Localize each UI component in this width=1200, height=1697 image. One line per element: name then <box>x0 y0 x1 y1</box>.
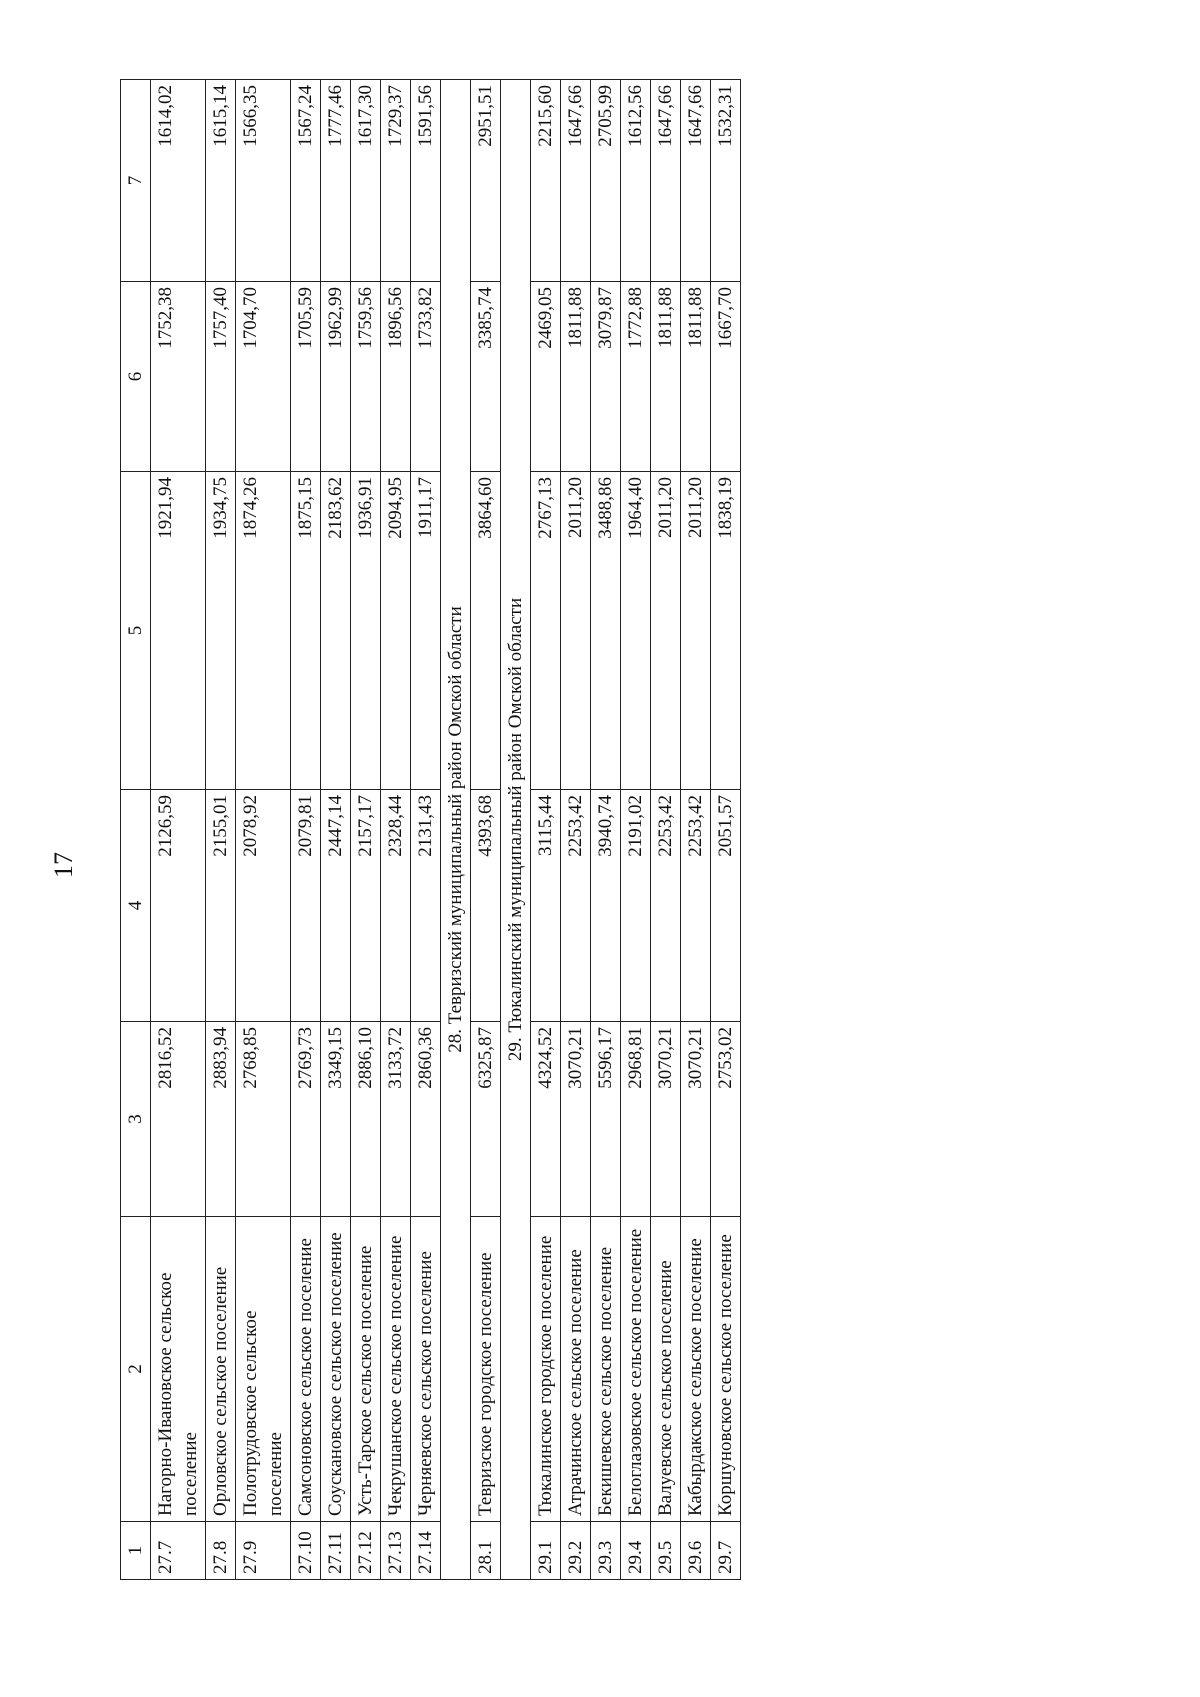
value-col-6: 1962,99 <box>321 282 351 472</box>
row-number: 27.14 <box>411 1522 441 1580</box>
value-col-4: 2447,14 <box>321 790 351 1022</box>
row-number: 27.9 <box>236 1522 291 1580</box>
value-col-7: 1647,66 <box>681 80 711 282</box>
value-col-5: 2011,20 <box>561 472 591 790</box>
value-col-5: 2767,13 <box>531 472 561 790</box>
value-col-6: 1759,56 <box>351 282 381 472</box>
value-col-7: 1777,46 <box>321 80 351 282</box>
value-col-4: 2157,17 <box>351 790 381 1022</box>
value-col-6: 2469,05 <box>531 282 561 472</box>
value-col-7: 1615,14 <box>206 80 236 282</box>
value-col-7: 2951,51 <box>471 80 501 282</box>
value-col-6: 3079,87 <box>591 282 621 472</box>
settlement-name: Атрачинское сельское поселение <box>561 1217 591 1522</box>
settlement-name: Тюкалинское городское поселение <box>531 1217 561 1522</box>
value-col-3: 2769,73 <box>291 1022 321 1217</box>
table-row <box>351 80 381 1580</box>
value-col-3: 2816,52 <box>151 1022 206 1217</box>
value-col-7: 2705,99 <box>591 80 621 282</box>
value-col-5: 2094,95 <box>381 472 411 790</box>
value-col-6: 1752,38 <box>151 282 206 472</box>
page-number: 17 <box>49 852 78 878</box>
table-row <box>591 80 621 1580</box>
value-col-4: 2079,81 <box>291 790 321 1022</box>
settlement-name: Кабырдакское сельское поселение <box>681 1217 711 1522</box>
value-col-4: 2051,57 <box>711 790 741 1022</box>
section-title: 28. Тевризский муниципальный район Омской области <box>441 80 471 1580</box>
value-col-6: 1811,88 <box>561 282 591 472</box>
value-col-3: 4324,52 <box>531 1022 561 1217</box>
value-col-3: 2886,10 <box>351 1022 381 1217</box>
value-col-6: 1667,70 <box>711 282 741 472</box>
value-col-6: 1757,40 <box>206 282 236 472</box>
table-row <box>561 80 591 1580</box>
value-col-5: 2011,20 <box>651 472 681 790</box>
value-col-4: 2253,42 <box>651 790 681 1022</box>
value-col-4: 4393,68 <box>471 790 501 1022</box>
value-col-7: 2215,60 <box>531 80 561 282</box>
settlement-name: Тевризское городское поселение <box>471 1217 501 1522</box>
value-col-4: 2191,02 <box>621 790 651 1022</box>
value-col-3: 3349,15 <box>321 1022 351 1217</box>
row-number: 29.4 <box>621 1522 651 1580</box>
table-row <box>651 80 681 1580</box>
row-number: 28.1 <box>471 1522 501 1580</box>
column-header-5: 5 <box>121 472 151 790</box>
row-number: 29.1 <box>531 1522 561 1580</box>
rotated-sheet <box>120 80 1080 1580</box>
value-col-4: 2155,01 <box>206 790 236 1022</box>
section-row <box>441 80 471 1580</box>
value-col-4: 2126,59 <box>151 790 206 1022</box>
row-number: 27.10 <box>291 1522 321 1580</box>
tariff-table <box>120 79 741 1580</box>
value-col-3: 6325,87 <box>471 1022 501 1217</box>
value-col-3: 2860,36 <box>411 1022 441 1217</box>
row-number: 29.7 <box>711 1522 741 1580</box>
value-col-7: 1566,35 <box>236 80 291 282</box>
table-row <box>291 80 321 1580</box>
value-col-5: 2183,62 <box>321 472 351 790</box>
value-col-4: 3940,74 <box>591 790 621 1022</box>
row-number: 29.2 <box>561 1522 591 1580</box>
value-col-3: 3070,21 <box>561 1022 591 1217</box>
value-col-6: 1811,88 <box>681 282 711 472</box>
row-number: 27.12 <box>351 1522 381 1580</box>
settlement-name: Черняевское сельское поселение <box>411 1217 441 1522</box>
value-col-6: 1705,59 <box>291 282 321 472</box>
value-col-4: 2328,44 <box>381 790 411 1022</box>
value-col-5: 1934,75 <box>206 472 236 790</box>
value-col-5: 1936,91 <box>351 472 381 790</box>
row-number: 27.7 <box>151 1522 206 1580</box>
settlement-name: Валуевское сельское поселение <box>651 1217 681 1522</box>
rotated-content <box>120 80 1080 1580</box>
value-col-4: 2253,42 <box>561 790 591 1022</box>
value-col-4: 2131,43 <box>411 790 441 1022</box>
table-row <box>621 80 651 1580</box>
value-col-5: 1911,17 <box>411 472 441 790</box>
column-header-7: 7 <box>121 80 151 282</box>
value-col-7: 1729,37 <box>381 80 411 282</box>
section-row <box>501 80 531 1580</box>
value-col-5: 1874,26 <box>236 472 291 790</box>
header-row <box>121 80 151 1580</box>
table-body <box>151 80 741 1580</box>
value-col-3: 3070,21 <box>651 1022 681 1217</box>
row-number: 29.6 <box>681 1522 711 1580</box>
table-row <box>151 80 206 1580</box>
value-col-7: 1647,66 <box>561 80 591 282</box>
value-col-3: 5596,17 <box>591 1022 621 1217</box>
table-row <box>206 80 236 1580</box>
table-header <box>121 80 151 1580</box>
column-header-1: 1 <box>121 1522 151 1580</box>
row-number: 27.8 <box>206 1522 236 1580</box>
table-row <box>471 80 501 1580</box>
value-col-7: 1614,02 <box>151 80 206 282</box>
value-col-7: 1532,31 <box>711 80 741 282</box>
value-col-5: 3488,86 <box>591 472 621 790</box>
row-number: 27.13 <box>381 1522 411 1580</box>
value-col-6: 3385,74 <box>471 282 501 472</box>
row-number: 29.3 <box>591 1522 621 1580</box>
value-col-3: 3133,72 <box>381 1022 411 1217</box>
value-col-3: 2968,81 <box>621 1022 651 1217</box>
table-row <box>321 80 351 1580</box>
settlement-name: Орловское сельское поселение <box>206 1217 236 1522</box>
table-row <box>711 80 741 1580</box>
value-col-3: 2883,94 <box>206 1022 236 1217</box>
settlement-name: Нагорно-Ивановское сельское поселение <box>151 1217 206 1522</box>
value-col-7: 1612,56 <box>621 80 651 282</box>
value-col-5: 2011,20 <box>681 472 711 790</box>
settlement-name: Коршуновское сельское поселение <box>711 1217 741 1522</box>
value-col-7: 1617,30 <box>351 80 381 282</box>
value-col-4: 2253,42 <box>681 790 711 1022</box>
column-header-3: 3 <box>121 1022 151 1217</box>
value-col-4: 3115,44 <box>531 790 561 1022</box>
column-header-2: 2 <box>121 1217 151 1522</box>
value-col-6: 1811,88 <box>651 282 681 472</box>
table-row <box>531 80 561 1580</box>
value-col-6: 1772,88 <box>621 282 651 472</box>
table-row <box>236 80 291 1580</box>
value-col-5: 3864,60 <box>471 472 501 790</box>
section-title: 29. Тюкалинский муниципальный район Омской области <box>501 80 531 1580</box>
settlement-name: Чекрушанское сельское поселение <box>381 1217 411 1522</box>
value-col-7: 1591,56 <box>411 80 441 282</box>
column-header-4: 4 <box>121 790 151 1022</box>
value-col-7: 1567,24 <box>291 80 321 282</box>
table-row <box>381 80 411 1580</box>
settlement-name: Белоглазовское сельское поселение <box>621 1217 651 1522</box>
value-col-5: 1875,15 <box>291 472 321 790</box>
table-row <box>411 80 441 1580</box>
value-col-5: 1964,40 <box>621 472 651 790</box>
settlement-name: Соускановское сельское поселение <box>321 1217 351 1522</box>
row-number: 27.11 <box>321 1522 351 1580</box>
value-col-3: 2768,85 <box>236 1022 291 1217</box>
settlement-name: Полотрудовское сельское поселение <box>236 1217 291 1522</box>
value-col-7: 1647,66 <box>651 80 681 282</box>
table-row <box>681 80 711 1580</box>
row-number: 29.5 <box>651 1522 681 1580</box>
column-header-6: 6 <box>121 282 151 472</box>
value-col-5: 1921,94 <box>151 472 206 790</box>
settlement-name: Самсоновское сельское поселение <box>291 1217 321 1522</box>
value-col-5: 1838,19 <box>711 472 741 790</box>
value-col-3: 2753,02 <box>711 1022 741 1217</box>
value-col-6: 1704,70 <box>236 282 291 472</box>
value-col-3: 3070,21 <box>681 1022 711 1217</box>
settlement-name: Усть-Тарское сельское поселение <box>351 1217 381 1522</box>
value-col-6: 1733,82 <box>411 282 441 472</box>
value-col-4: 2078,92 <box>236 790 291 1022</box>
value-col-6: 1896,56 <box>381 282 411 472</box>
settlement-name: Бекишевское сельское поселение <box>591 1217 621 1522</box>
